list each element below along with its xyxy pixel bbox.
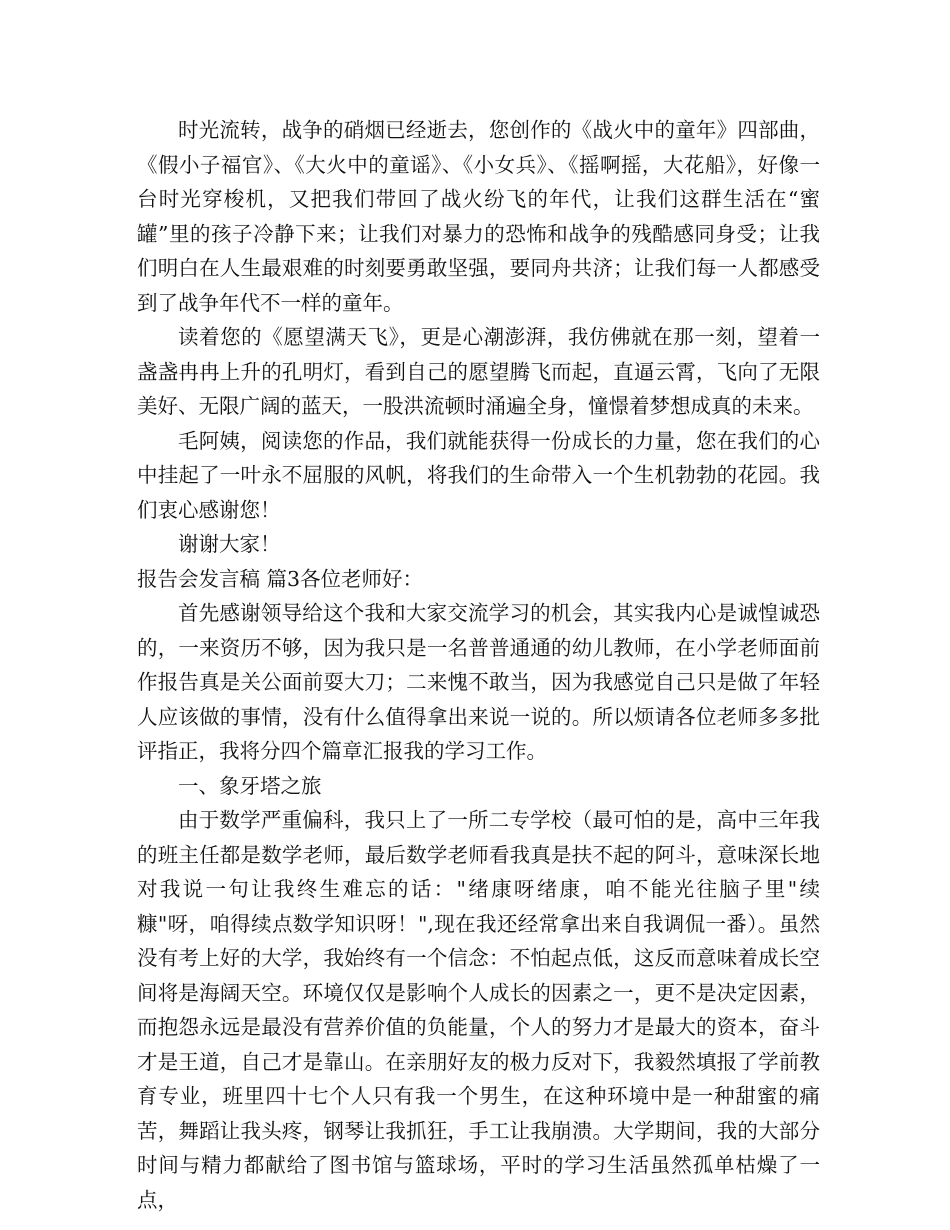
paragraph-war-childhood: 时光流转，战争的硝烟已经逝去，您创作的《战火中的童年》四部曲，《假小子福官》、《大火中的童谣》、《小女兵》、《摇啊摇，大花船》，好像一台时光穿梭机，又把我们带回了战火纷飞的年代，让我们这群生活在“蜜罐”里的孩子冷静下来；让我们对暴力的恐怖和战争的残酷感同身受；让我们明白在人生最艰难的时刻要勇敢坚强，要同舟共济；让我们每一人都感受到了战争年代不一样的童年。	[137, 118, 820, 315]
paragraph-opening-remarks: 首先感谢领导给这个我和大家交流学习的机会，其实我内心是诚惶诚恐的，一来资历不够，因为我只是一名普普通通的幼儿教师，在小学老师面前作报告真是关公面前耍大刀；二来愧不敢当，因为我感觉自己只是做了年轻人应该做的事情，没有什么值得拿出来说一说的。所以烦请各位老师多多批评指正，我将分四个篇章汇报我的学习工作。	[137, 601, 820, 763]
document-body	[137, 113, 820, 1217]
subheading-ivory-tower: 一、象牙塔之旅	[178, 773, 322, 798]
paragraph-thanks-author: 毛阿姨，阅读您的作品，我们就能获得一份成长的力量，您在我们的心中挂起了一叶永不屈服的风帆，将我们的生命带入一个生机勃勃的花园。我们衷心感谢您！	[137, 428, 820, 522]
section-heading-speech-3: 报告会发言稿 篇3各位老师好：	[137, 566, 424, 591]
paragraph-college-story: 由于数学严重偏科，我只上了一所二专学校（最可怕的是，高中三年我的班主任都是数学老师，最后数学老师看我真是扶不起的阿斗，意味深长地对我说一句让我终生难忘的话："绪康呀绪康，咱不能光往脑子里"续糠"呀，咱得续点数学知识呀！",现在我还经常拿出来自我调侃一番）。虽然没有考上好的大学，我始终有一个信念：不怕起点低，这反而意味着成长空间将是海阔天空。环境仅仅是影响个人成长的因素之一，更不是决定因素，而抱怨永远是最没有营养价值的负能量，个人的努力才是最大的资本，奋斗才是王道，自己才是靠山。在亲朋好友的极力反对下，我毅然填报了学前教育专业，班里四十七个人只有我一个男生，在这种环境中是一种甜蜜的痛苦，舞蹈让我头疼，钢琴让我抓狂，手工让我崩溃。大学期间，我的大部分时间与精力都献给了图书馆与篮球场，平时的学习生活虽然孤单枯燥了一点，	[137, 808, 820, 1212]
paragraph-thank-everyone: 谢谢大家！	[178, 532, 281, 556]
paragraph-wish-lanterns: 读着您的《愿望满天飞》，更是心潮澎湃，我仿佛就在那一刻，望着一盏盏冉冉上升的孔明灯，看到自己的愿望腾飞而起，直逼云霄，飞向了无限美好、无限广阔的蓝天，一股洪流顿时涌遍全身，憧憬着梦想成真的未来。	[137, 325, 820, 418]
